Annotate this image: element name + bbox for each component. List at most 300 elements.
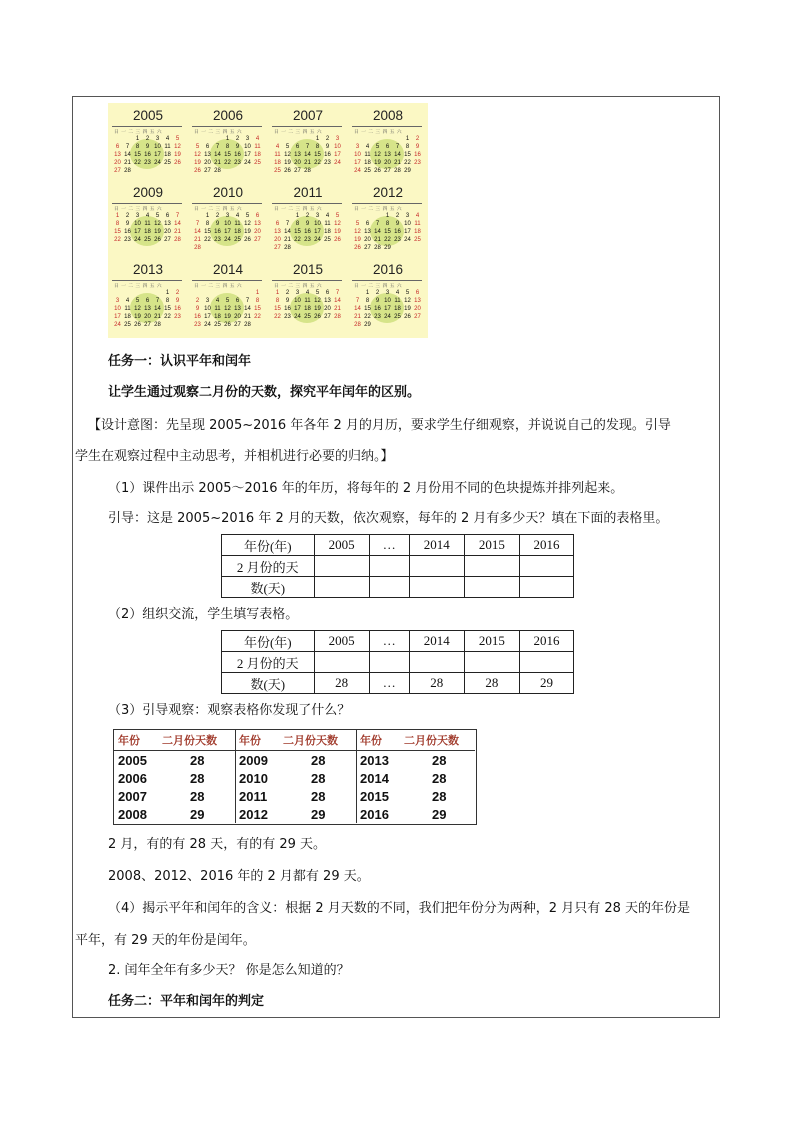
calendar-day: 18 <box>214 314 221 320</box>
calendar-day: 26 <box>284 168 291 174</box>
calendar-day: 28 <box>284 245 291 251</box>
calendar-day: 26 <box>404 314 411 320</box>
calendar-day: 25 <box>414 237 421 243</box>
calendar-day: 27 <box>274 245 281 251</box>
calendar-day: 12 <box>404 298 411 304</box>
calendar-day: 17 <box>354 160 361 166</box>
calendar-day: 25 <box>164 160 171 166</box>
leap-summary-table <box>113 729 477 825</box>
t1-h1: 2005 <box>314 535 369 556</box>
calendar-day: 19 <box>224 314 231 320</box>
calendar-2013 <box>108 257 188 334</box>
calendar-2009 <box>108 180 188 257</box>
calendar-divider <box>192 280 262 281</box>
table-divider <box>356 730 357 823</box>
calendar-divider <box>112 280 182 281</box>
calendar-day: 20 <box>164 229 171 235</box>
calendar-day: 7 <box>245 298 250 304</box>
task1-title: 任务一：认识平年和闰年 <box>108 354 252 369</box>
calendar-day: 14 <box>214 152 221 158</box>
calendar-day: 11 <box>124 306 131 312</box>
calendar-day: 2 <box>285 290 290 296</box>
cell-year: 2005 <box>118 753 147 768</box>
calendar-day: 17 <box>154 152 161 158</box>
calendar-2011 <box>268 180 348 257</box>
calendar-day: 9 <box>125 221 130 227</box>
step4-line1: （4）揭示平年和闰年的含义：根据 2 月天数的不同，我们把年份分为两种，2 月只有 28 天的年份是 <box>108 901 691 916</box>
calendar-day: 28 <box>374 245 381 251</box>
calendar-day: 22 <box>164 314 171 320</box>
calendar-day: 19 <box>374 160 381 166</box>
step1-text: （1）课件出示 2005～2016 年的年历，将每年的 2 月份用不同的色块提炼并排列起来。 <box>108 481 624 496</box>
calendar-day: 6 <box>295 144 300 150</box>
calendar-day: 10 <box>314 221 321 227</box>
calendar-day: 24 <box>154 160 161 166</box>
calendar-day: 15 <box>204 229 211 235</box>
calendar-day: 8 <box>165 298 170 304</box>
calendar-day: 14 <box>154 306 161 312</box>
weekday-header: 日 一 二 三 四 五 六 <box>354 207 402 212</box>
calendar-day: 14 <box>334 298 341 304</box>
calendar-day: 4 <box>305 290 310 296</box>
calendar-day: 11 <box>364 152 371 158</box>
calendar-day: 23 <box>124 237 131 243</box>
calendar-day: 15 <box>114 229 121 235</box>
calendar-day: 4 <box>145 213 150 219</box>
step2-text: （2）组织交流，学生填写表格。 <box>108 607 299 622</box>
calendar-day: 28 <box>124 168 131 174</box>
calendar-day: 29 <box>364 322 371 328</box>
calendar-day: 11 <box>394 298 401 304</box>
calendar-day: 2 <box>325 136 330 142</box>
calendar-day: 28 <box>174 237 181 243</box>
calendar-day: 20 <box>384 160 391 166</box>
weekday-header: 日 一 二 三 四 五 六 <box>194 130 242 135</box>
calendar-day: 24 <box>354 168 361 174</box>
calendar-day: 22 <box>254 314 261 320</box>
calendar-day: 26 <box>154 237 161 243</box>
calendar-day: 27 <box>324 314 331 320</box>
calendar-day: 24 <box>204 322 211 328</box>
calendar-day: 12 <box>374 152 381 158</box>
calendar-day: 19 <box>334 229 341 235</box>
calendar-day: 13 <box>414 298 421 304</box>
calendar-day: 28 <box>304 168 311 174</box>
t2-v4: 29 <box>519 673 573 694</box>
calendar-day: 26 <box>174 160 181 166</box>
calendar-day: 26 <box>194 168 201 174</box>
calendar-day: 16 <box>374 306 381 312</box>
calendar-day: 27 <box>414 314 421 320</box>
calendar-day: 10 <box>224 221 231 227</box>
calendar-day: 9 <box>175 298 180 304</box>
calendar-year-label: 2006 <box>212 108 244 123</box>
cell-days: 28 <box>311 771 326 786</box>
calendar-day: 23 <box>144 160 151 166</box>
calendar-day: 12 <box>244 221 251 227</box>
calendar-day: 22 <box>224 160 231 166</box>
calendar-day: 6 <box>255 213 260 219</box>
calendar-day: 27 <box>114 168 121 174</box>
calendar-day: 7 <box>195 221 200 227</box>
calendar-day: 4 <box>165 136 170 142</box>
calendar-day: 6 <box>415 290 420 296</box>
cell-year: 2010 <box>239 771 268 786</box>
calendar-day: 1 <box>315 136 320 142</box>
calendar-day: 22 <box>274 314 281 320</box>
calendar-day: 14 <box>374 229 381 235</box>
calendar-day: 14 <box>284 229 291 235</box>
calendar-day: 3 <box>335 136 340 142</box>
calendar-day: 28 <box>334 314 341 320</box>
calendar-day: 10 <box>244 144 251 150</box>
col-header-year: 年份 <box>118 734 140 747</box>
cell-days: 28 <box>432 753 447 768</box>
calendar-day: 12 <box>284 152 291 158</box>
calendar-day: 12 <box>314 298 321 304</box>
calendar-day: 6 <box>145 298 150 304</box>
calendar-2007 <box>268 103 348 180</box>
calendar-day: 8 <box>295 221 300 227</box>
calendar-day: 13 <box>364 229 371 235</box>
calendar-divider <box>192 126 262 127</box>
step4-line2: 平年，有 29 天的年份是闰年。 <box>75 933 256 948</box>
calendar-day: 10 <box>334 144 341 150</box>
calendar-day: 17 <box>294 306 301 312</box>
cell-days: 28 <box>190 753 205 768</box>
calendar-day: 1 <box>135 136 140 142</box>
calendar-day: 20 <box>234 314 241 320</box>
t1-row-label-2: 数(天) <box>222 577 315 598</box>
calendar-divider <box>192 203 262 204</box>
calendar-day: 8 <box>205 221 210 227</box>
calendar-day: 3 <box>355 144 360 150</box>
calendar-year-label: 2011 <box>293 185 323 200</box>
calendar-day: 2 <box>415 136 420 142</box>
calendar-day: 20 <box>274 237 281 243</box>
calendar-day: 19 <box>174 152 181 158</box>
calendar-day: 11 <box>274 152 281 158</box>
calendar-day: 15 <box>294 229 301 235</box>
calendar-day: 7 <box>305 144 310 150</box>
calendar-day: 1 <box>275 290 280 296</box>
calendar-day: 9 <box>395 221 400 227</box>
calendar-day: 24 <box>314 237 321 243</box>
calendar-day: 27 <box>164 237 171 243</box>
design-intent-line2: 学生在观察过程中主动思考，并相机进行必要的归纳。】 <box>75 449 394 464</box>
calendar-day: 17 <box>134 229 141 235</box>
calendar-day: 27 <box>234 322 241 328</box>
calendar-day: 25 <box>364 168 371 174</box>
calendar-day: 3 <box>225 213 230 219</box>
calendar-day: 22 <box>404 160 411 166</box>
calendar-2016 <box>348 257 428 334</box>
calendar-2015 <box>268 257 348 334</box>
cell-days: 29 <box>190 807 205 822</box>
cell-days: 28 <box>190 771 205 786</box>
col-header-days: 二月份天数 <box>404 734 459 747</box>
t1-h5: 2016 <box>519 535 573 556</box>
weekday-header: 日 一 二 三 四 五 六 <box>274 207 322 212</box>
calendar-day: 22 <box>364 314 371 320</box>
col-header-year: 年份 <box>360 734 382 747</box>
t2-h1: 2005 <box>314 631 369 652</box>
calendar-day: 16 <box>214 229 221 235</box>
calendar-day: 28 <box>154 322 161 328</box>
calendar-day: 12 <box>154 221 161 227</box>
cell-year: 2009 <box>239 753 268 768</box>
february-calendars-image <box>108 103 428 338</box>
calendar-day: 16 <box>194 314 201 320</box>
calendar-day: 19 <box>154 229 161 235</box>
guide1-text: 引导：这是 2005~2016 年 2 月的天数，依次观察，每年的 2 月有多少天？填在下面的表格里。 <box>108 511 669 526</box>
calendar-day: 8 <box>115 221 120 227</box>
calendar-day: 11 <box>214 306 221 312</box>
calendar-year-label: 2007 <box>292 108 324 123</box>
calendar-day: 14 <box>394 152 401 158</box>
t2-h3: 2014 <box>409 631 464 652</box>
calendar-day: 18 <box>414 229 421 235</box>
calendar-day: 12 <box>194 152 201 158</box>
calendar-day: 27 <box>144 322 151 328</box>
calendar-day: 8 <box>275 298 280 304</box>
calendar-day: 15 <box>224 152 231 158</box>
calendar-day: 3 <box>405 213 410 219</box>
calendar-day: 17 <box>384 306 391 312</box>
calendar-day: 4 <box>235 213 240 219</box>
calendar-day: 25 <box>124 322 131 328</box>
calendar-day: 5 <box>175 136 180 142</box>
calendar-day: 25 <box>144 237 151 243</box>
calendar-day: 12 <box>354 229 361 235</box>
calendar-day: 14 <box>244 306 251 312</box>
calendar-day: 28 <box>214 168 221 174</box>
calendar-day: 29 <box>384 245 391 251</box>
calendar-day: 17 <box>314 229 321 235</box>
calendar-day: 18 <box>234 229 241 235</box>
calendar-day: 9 <box>195 306 200 312</box>
calendar-day: 22 <box>204 237 211 243</box>
calendar-day: 25 <box>274 168 281 174</box>
cell-year: 2006 <box>118 771 147 786</box>
calendar-day: 23 <box>374 314 381 320</box>
t2-h4: 2015 <box>464 631 519 652</box>
calendar-day: 23 <box>284 314 291 320</box>
calendar-day: 21 <box>394 160 401 166</box>
calendar-day: 25 <box>304 314 311 320</box>
table-divider <box>235 730 236 823</box>
calendar-day: 23 <box>304 237 311 243</box>
calendar-day: 5 <box>135 298 140 304</box>
calendar-year-label: 2005 <box>132 108 164 123</box>
calendar-day: 19 <box>314 306 321 312</box>
calendar-day: 21 <box>374 237 381 243</box>
calendar-day: 16 <box>234 152 241 158</box>
cell-year: 2015 <box>360 789 389 804</box>
calendar-divider <box>352 203 422 204</box>
calendar-day: 15 <box>274 306 281 312</box>
calendar-day: 23 <box>214 237 221 243</box>
weekday-header: 日 一 二 三 四 五 六 <box>114 130 162 135</box>
calendar-day: 15 <box>134 152 141 158</box>
calendar-day: 20 <box>364 237 371 243</box>
calendar-day: 10 <box>354 152 361 158</box>
cell-year: 2013 <box>360 753 389 768</box>
calendar-day: 8 <box>135 144 140 150</box>
calendar-day: 6 <box>325 290 330 296</box>
calendar-day: 9 <box>285 298 290 304</box>
col-header-days: 二月份天数 <box>162 734 217 747</box>
calendar-day: 26 <box>374 168 381 174</box>
t2-row-label-2: 数(天) <box>222 673 315 694</box>
calendar-day: 2 <box>195 298 200 304</box>
weekday-header: 日 一 二 三 四 五 六 <box>274 130 322 135</box>
calendar-day: 27 <box>364 245 371 251</box>
calendar-day: 15 <box>384 229 391 235</box>
calendar-day: 21 <box>284 237 291 243</box>
calendar-day: 24 <box>244 160 251 166</box>
t2-v3: 28 <box>464 673 519 694</box>
weekday-header: 日 一 二 三 四 五 六 <box>194 284 242 289</box>
col-header-year: 年份 <box>239 734 261 747</box>
calendar-day: 13 <box>324 298 331 304</box>
calendar-day: 6 <box>115 144 120 150</box>
cell-year: 2016 <box>360 807 389 822</box>
calendar-day: 21 <box>174 229 181 235</box>
calendar-divider <box>112 203 182 204</box>
calendar-day: 22 <box>294 237 301 243</box>
calendar-day: 27 <box>384 168 391 174</box>
cell-year: 2007 <box>118 789 147 804</box>
calendar-day: 7 <box>285 221 290 227</box>
calendar-day: 21 <box>354 314 361 320</box>
t2-v0: 28 <box>314 673 369 694</box>
calendar-day: 11 <box>164 144 171 150</box>
calendar-day: 24 <box>134 237 141 243</box>
calendar-day: 25 <box>324 237 331 243</box>
calendar-day: 22 <box>384 237 391 243</box>
calendar-day: 22 <box>114 237 121 243</box>
calendar-day: 16 <box>144 152 151 158</box>
calendar-day: 23 <box>174 314 181 320</box>
calendar-day: 10 <box>384 298 391 304</box>
calendar-day: 13 <box>294 152 301 158</box>
calendar-day: 10 <box>134 221 141 227</box>
calendar-2012 <box>348 180 428 257</box>
calendar-year-label: 2013 <box>132 262 164 277</box>
calendar-day: 13 <box>204 152 211 158</box>
calendar-day: 25 <box>234 237 241 243</box>
weekday-header: 日 一 二 三 四 五 六 <box>274 284 322 289</box>
cell-days: 29 <box>311 807 326 822</box>
calendar-day: 16 <box>284 306 291 312</box>
calendar-day: 16 <box>174 306 181 312</box>
calendar-day: 4 <box>365 144 370 150</box>
calendar-day: 11 <box>414 221 421 227</box>
calendar-day: 15 <box>254 306 261 312</box>
calendar-day: 14 <box>194 229 201 235</box>
calendar-day: 27 <box>254 237 261 243</box>
calendar-day: 18 <box>164 152 171 158</box>
calendar-day: 11 <box>234 221 241 227</box>
calendar-day: 15 <box>314 152 321 158</box>
calendar-day: 17 <box>204 314 211 320</box>
calendar-year-label: 2010 <box>212 185 244 200</box>
calendar-day: 13 <box>274 229 281 235</box>
calendar-day: 7 <box>395 144 400 150</box>
calendar-day: 22 <box>314 160 321 166</box>
calendar-day: 23 <box>324 160 331 166</box>
calendar-day: 18 <box>124 314 131 320</box>
calendar-day: 7 <box>125 144 130 150</box>
calendar-day: 8 <box>225 144 230 150</box>
calendar-day: 14 <box>174 221 181 227</box>
calendar-day: 18 <box>304 306 311 312</box>
question2: 2. 闰年全年有多少天？ 你是怎么知道的？ <box>108 963 350 978</box>
calendar-day: 24 <box>384 314 391 320</box>
calendar-day: 18 <box>364 160 371 166</box>
calendar-day: 20 <box>204 160 211 166</box>
calendar-2008 <box>348 103 428 180</box>
calendar-day: 1 <box>165 290 170 296</box>
calendar-day: 29 <box>404 168 411 174</box>
calendar-day: 8 <box>385 221 390 227</box>
calendar-day: 13 <box>164 221 171 227</box>
calendar-day: 13 <box>384 152 391 158</box>
cell-days: 28 <box>432 771 447 786</box>
calendar-day: 11 <box>254 144 261 150</box>
calendar-day: 22 <box>134 160 141 166</box>
calendar-day: 5 <box>195 144 200 150</box>
calendar-day: 17 <box>334 152 341 158</box>
calendar-day: 8 <box>255 298 260 304</box>
calendar-day: 4 <box>215 298 220 304</box>
t1-h3: 2014 <box>409 535 464 556</box>
calendar-day: 3 <box>115 298 120 304</box>
calendar-day: 13 <box>234 306 241 312</box>
calendar-day: 14 <box>124 152 131 158</box>
calendar-day: 5 <box>155 213 160 219</box>
calendar-day: 6 <box>365 221 370 227</box>
calendar-day: 23 <box>234 160 241 166</box>
calendar-day: 6 <box>275 221 280 227</box>
calendar-day: 12 <box>134 306 141 312</box>
t2-h0: 年份(年) <box>222 631 315 652</box>
calendar-day: 1 <box>385 213 390 219</box>
calendar-day: 5 <box>355 221 360 227</box>
calendar-day: 23 <box>414 160 421 166</box>
calendar-day: 2 <box>175 290 180 296</box>
calendar-day: 5 <box>315 290 320 296</box>
calendar-day: 2 <box>145 136 150 142</box>
calendar-year-label: 2014 <box>212 262 244 277</box>
calendar-day: 20 <box>254 229 261 235</box>
calendar-day: 10 <box>114 306 121 312</box>
calendar-day: 4 <box>415 213 420 219</box>
calendar-day: 15 <box>404 152 411 158</box>
calendar-day: 21 <box>214 160 221 166</box>
weekday-header: 日 一 二 三 四 五 六 <box>354 130 402 135</box>
cell-year: 2012 <box>239 807 268 822</box>
calendar-day: 26 <box>314 314 321 320</box>
calendar-day: 4 <box>255 136 260 142</box>
calendar-day: 3 <box>155 136 160 142</box>
t1-h0: 年份(年) <box>222 535 315 556</box>
calendar-day: 5 <box>335 213 340 219</box>
calendar-year-label: 2016 <box>372 262 404 277</box>
calendar-day: 6 <box>165 213 170 219</box>
calendar-day: 2 <box>125 213 130 219</box>
